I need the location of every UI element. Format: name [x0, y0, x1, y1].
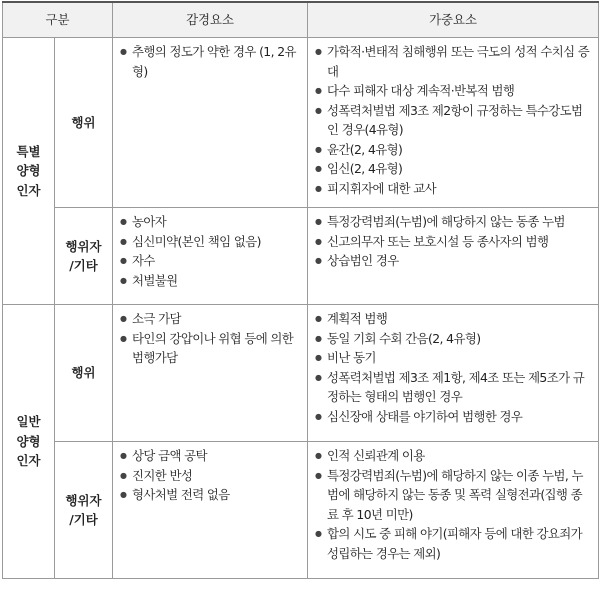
- list-item: ● 계획적 범행: [315, 309, 592, 329]
- list-item: ● 합의 시도 중 피해 야기(피해자 등에 대한 강요죄가 성립하는 경우는 제외): [315, 524, 592, 563]
- list-item: ● 신고의무자 또는 보호시설 등 종사자의 범행: [315, 232, 592, 252]
- header-row: [3, 2, 599, 38]
- group-title-special: 특별 양형 인자: [3, 38, 55, 305]
- list-item: ● 다수 피해자 대상 계속적·반복적 범행: [315, 81, 592, 101]
- list-item: ● 가학적·변태적 침해행위 또는 극도의 성적 수치심 증대: [315, 42, 592, 81]
- list-item: ● 피지휘자에 대한 교사: [315, 179, 592, 199]
- list-item: ● 특정강력범죄(누범)에 해당하지 않는 이종 누범, 누범에 해당하지 않는 동종 및 폭력 실형전과(집행 종료 후 10년 미만): [315, 466, 592, 525]
- list-item: ● 특정강력범죄(누범)에 해당하지 않는 동종 누범: [315, 212, 592, 232]
- group-title-general: 일반 양형 인자: [3, 305, 55, 579]
- list-item: ● 윤간(2, 4유형): [315, 140, 592, 160]
- aggravating-cell: [308, 305, 599, 442]
- subcategory-label: 행위: [55, 38, 113, 208]
- list-item: ● 진지한 반성: [120, 466, 301, 486]
- list-item: ● 처벌불원: [120, 271, 301, 291]
- table-row: [3, 442, 599, 579]
- mitigating-cell: [113, 442, 308, 579]
- header-aggravating: 가중요소: [308, 2, 599, 38]
- list-item: ● 상습범인 경우: [315, 251, 592, 271]
- table-row: [3, 208, 599, 305]
- list-item: ● 상당 금액 공탁: [120, 446, 301, 466]
- subcategory-label: 행위자 /기타: [55, 208, 113, 305]
- list-item: ● 임신(2, 4유형): [315, 159, 592, 179]
- aggravating-cell: [308, 38, 599, 208]
- mitigating-cell: [113, 305, 308, 442]
- list-item: ● 성폭력처벌법 제3조 제2항이 규정하는 특수강도범인 경우(4유형): [315, 101, 592, 140]
- list-item: ● 농아자: [120, 212, 301, 232]
- list-item: ● 심신장애 상태를 야기하여 범행한 경우: [315, 407, 592, 427]
- list-item: ● 형사처벌 전력 없음: [120, 485, 301, 505]
- list-item: ● 소극 가담: [120, 309, 301, 329]
- aggravating-cell: [308, 208, 599, 305]
- aggravating-cell: [308, 442, 599, 579]
- list-item: ● 추행의 정도가 약한 경우 (1, 2유형): [120, 42, 301, 81]
- list-item: ● 심신미약(본인 책임 없음): [120, 232, 301, 252]
- subcategory-label: 행위: [55, 305, 113, 442]
- mitigating-cell: [113, 38, 308, 208]
- list-item: ● 인적 신뢰관계 이용: [315, 446, 592, 466]
- list-item: ● 성폭력처벌법 제3조 제1항, 제4조 또는 제5조가 규정하는 형태의 범행인 경우: [315, 368, 592, 407]
- mitigating-cell: [113, 208, 308, 305]
- table-row: [3, 38, 599, 208]
- subcategory-label: 행위자 /기타: [55, 442, 113, 579]
- sentencing-factors-table: [2, 1, 599, 579]
- table-row: [3, 305, 599, 442]
- list-item: ● 비난 동기: [315, 348, 592, 368]
- header-category: 구분: [3, 2, 113, 38]
- list-item: ● 자수: [120, 251, 301, 271]
- header-mitigating: 감경요소: [113, 2, 308, 38]
- list-item: ● 타인의 강압이나 위협 등에 의한 범행가담: [120, 329, 301, 368]
- list-item: ● 동일 기회 수회 간음(2, 4유형): [315, 329, 592, 349]
